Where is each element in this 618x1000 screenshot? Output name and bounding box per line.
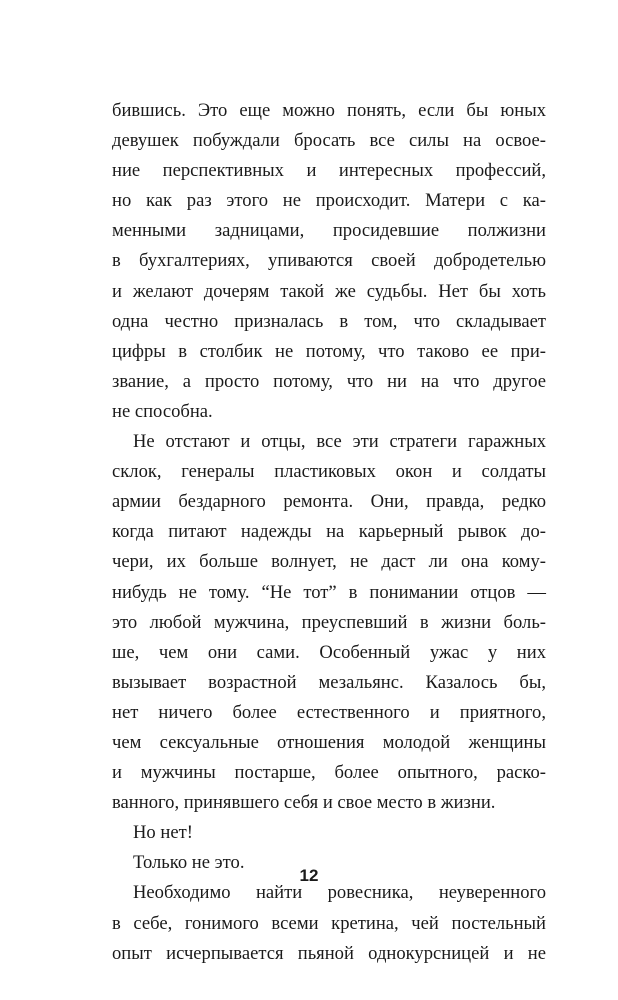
text-line: Не отстают и отцы, все эти стратеги гаражных (133, 431, 546, 453)
text-line: нет ничего более естественного и приятного, (112, 701, 546, 723)
body-text (112, 96, 546, 969)
page-number: 12 (299, 866, 319, 885)
text-line: Но нет! (133, 822, 193, 844)
text-line: чери, их больше волнует, не даст ли она кому- (112, 551, 546, 573)
text-line: и желают дочерям такой же судьбы. Нет бы хоть (112, 280, 546, 302)
text-line: в себе, гонимого всеми кретина, чей постельный (112, 912, 546, 934)
text-line: армии бездарного ремонта. Они, правда, редко (112, 491, 546, 513)
text-line: и мужчины постарше, более опытного, раско- (112, 762, 546, 784)
text-line: не способна. (112, 400, 213, 422)
text-line: менными задницами, просидевшие полжизни (112, 220, 546, 242)
text-line: звание, а просто потому, что ни на что другое (112, 370, 546, 392)
text-line: бившись. Это еще можно понять, если бы юных (112, 100, 546, 121)
text-line: ние перспективных и интересных профессий, (112, 160, 546, 182)
text-line: но как раз этого не происходит. Матери с ка- (112, 190, 546, 212)
text-line: когда питают надежды на карьерный рывок до- (112, 521, 546, 543)
text-line: одна честно призналась в том, что складывает (112, 310, 546, 332)
text-line: Необходимо найти ровесника, неуверенного (133, 882, 546, 904)
text-line: ванного, принявшего себя и свое место в жизни. (112, 792, 496, 814)
text-line: Только не это. (133, 852, 245, 874)
text-line: склок, генералы пластиковых окон и солдаты (112, 461, 546, 483)
text-line: девушек побуждали бросать все силы на освое- (112, 130, 546, 152)
text-line: это любой мужчина, преуспевший в жизни боль- (112, 611, 546, 633)
text-line: нибудь не тому. “Не тот” в понимании отцов — (112, 581, 546, 603)
text-line: ше, чем они сами. Особенный ужас у них (112, 641, 546, 663)
text-line: цифры в столбик не потому, что таково ее при- (112, 340, 546, 362)
text-line: опыт исчерпывается пьяной однокурсницей и не (112, 942, 546, 964)
text-line: вызывает возрастной мезальянс. Казалось бы, (112, 671, 546, 693)
text-line: чем сексуальные отношения молодой женщины (112, 731, 546, 753)
text-line: в бухгалтериях, упиваются своей добродетелью (112, 250, 546, 272)
